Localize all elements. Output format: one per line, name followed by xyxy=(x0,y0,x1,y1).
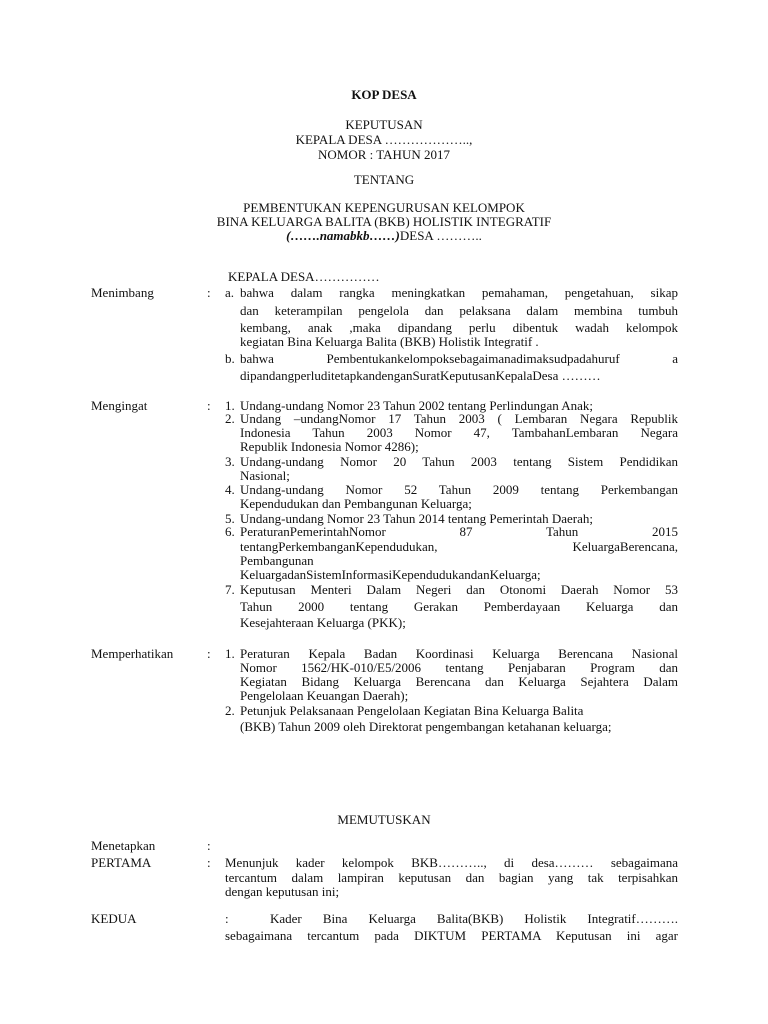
pertama-line: dengan keputusan ini; xyxy=(225,884,340,899)
mengingat-item-line: Undang-undang Nomor 20 Tahun 2003 tentang Sistem Pendidikan xyxy=(240,454,678,469)
mengingat-item-number: 3. xyxy=(225,454,235,469)
menimbang-a-line: kembang, anak ,maka dipandang perlu dibentuk wadah kelompok xyxy=(240,320,678,335)
tentang-heading: TENTANG xyxy=(353,172,415,187)
memperhatikan-item-line: (BKB) Tahun 2009 oleh Direktorat pengembangan ketahanan keluarga; xyxy=(240,719,612,734)
mengingat-item-line: Kesejahteraan Keluarga (PKK); xyxy=(240,615,406,630)
mengingat-item-line: Undang –undangNomor 17 Tahun 2003 ( Lembaran Negara Republik xyxy=(240,411,678,426)
mengingat-item-number: 7. xyxy=(225,582,235,597)
title-line-3 xyxy=(0,228,768,243)
menimbang-b-marker: b. xyxy=(225,351,235,366)
menimbang-label: Menimbang xyxy=(91,285,154,300)
mengingat-item-line: Undang-undang Nomor 23 Tahun 2002 tentang Perlindungan Anak; xyxy=(240,398,594,413)
menimbang-colon: : xyxy=(207,285,211,300)
mengingat-colon: : xyxy=(207,398,211,413)
memperhatikan-item-number: 1. xyxy=(225,646,235,661)
menimbang-a-line: bahwa dalam rangka meningkatkan pemahaman, pengetahuan, sikap xyxy=(240,285,678,300)
mengingat-item-line: Indonesia Tahun 2003 Nomor 47, TambahanLembaran Negara xyxy=(240,425,678,440)
mengingat-item-line: Republik Indonesia Nomor 4286); xyxy=(240,439,419,454)
nomor-line: NOMOR : TAHUN 2017 xyxy=(318,147,450,162)
kedua-label: KEDUA xyxy=(91,911,137,926)
title-line-1: PEMBENTUKAN KEPENGURUSAN KELOMPOK xyxy=(243,200,525,215)
memperhatikan-label: Memperhatikan xyxy=(91,646,174,661)
kedua-line: Kader Bina Keluarga Balita(BKB) Holistik Integratif………. xyxy=(270,911,678,926)
mengingat-item-line: Kependudukan dan Pembangunan Keluarga; xyxy=(240,496,472,511)
memperhatikan-item-number: 2. xyxy=(225,703,235,718)
mengingat-item-line: tentangPerkembanganKependudukan, KeluargaBerencana, xyxy=(240,539,678,554)
memperhatikan-item-line: Petunjuk Pelaksanaan Pengelolaan Kegiatan Bina Keluarga Balita xyxy=(240,703,584,718)
pertama-line: tercantum dalam lampiran keputusan dan bagian yang tak terpisahkan xyxy=(225,870,678,885)
menimbang-b-line: dipandangperluditetapkandenganSuratKeputusanKepalaDesa ……… xyxy=(240,368,601,383)
memutuskan-heading: MEMUTUSKAN xyxy=(337,812,431,827)
kepala-desa-heading: KEPALA DESA ……………….., xyxy=(295,132,473,147)
mengingat-item-line: PeraturanPemerintahNomor 87 Tahun 2015 xyxy=(240,524,678,539)
kepala-desa-line: KEPALA DESA…………… xyxy=(228,269,380,284)
mengingat-item-number: 2. xyxy=(225,411,235,426)
desa-placeholder: DESA ……….. xyxy=(399,228,482,243)
menimbang-a-line: kegiatan Bina Keluarga Balita (BKB) Holistik Integratif . xyxy=(240,334,539,349)
keputusan-title: KEPUTUSAN xyxy=(345,117,423,132)
mengingat-label: Mengingat xyxy=(91,398,148,413)
menimbang-b-line: bahwa Pembentukankelompoksebagaimanadimaksudpadahuruf a xyxy=(240,351,678,366)
mengingat-item-line: Nasional; xyxy=(240,468,290,483)
kedua-colon: : xyxy=(225,911,229,926)
memperhatikan-item-line: Peraturan Kepala Badan Koordinasi Keluarga Berencana Nasional xyxy=(240,646,678,661)
mengingat-item-line: Pembangunan xyxy=(240,553,314,568)
mengingat-item-number: 6. xyxy=(225,524,235,539)
namabkb-placeholder: (…….namabkb……) xyxy=(286,228,400,243)
mengingat-item-number: 5. xyxy=(225,511,235,526)
title-line-2: BINA KELUARGA BALITA (BKB) HOLISTIK INTEGRATIF xyxy=(216,214,552,229)
mengingat-item-line: Undang-undang Nomor 52 Tahun 2009 tentang Perkembangan xyxy=(240,482,678,497)
mengingat-item-number: 1. xyxy=(225,398,235,413)
kop-desa: KOP DESA xyxy=(351,87,417,102)
memperhatikan-item-line: Kegiatan Bidang Keluarga Berencana dan Keluarga Sejahtera Dalam xyxy=(240,674,678,689)
pertama-colon: : xyxy=(207,855,211,870)
mengingat-item-line: KeluargadanSistemInformasiKependudukandanKeluarga; xyxy=(240,567,541,582)
menimbang-a-line: dan keterampilan pengelola dan pelaksana dalam membina tumbuh xyxy=(240,303,678,318)
menetapkan-colon: : xyxy=(207,838,211,853)
mengingat-item-line: Tahun 2000 tentang Gerakan Pemberdayaan Keluarga dan xyxy=(240,599,678,614)
menimbang-a-marker: a. xyxy=(225,285,235,300)
mengingat-item-line: Keputusan Menteri Dalam Negeri dan Otonomi Daerah Nomor 53 xyxy=(240,582,678,597)
memperhatikan-colon: : xyxy=(207,646,211,661)
mengingat-item-number: 4. xyxy=(225,482,235,497)
memperhatikan-item-line: Nomor 1562/HK-010/E5/2006 tentang Penjabaran Program dan xyxy=(240,660,678,675)
pertama-label: PERTAMA xyxy=(91,855,152,870)
pertama-line: Menunjuk kader kelompok BKB……….., di desa……… sebagaimana xyxy=(225,855,678,870)
memperhatikan-item-line: Pengelolaan Keuangan Daerah); xyxy=(240,688,409,703)
menetapkan-label: Menetapkan xyxy=(91,838,156,853)
kedua-line: sebagaimana tercantum pada DIKTUM PERTAMA Keputusan ini agar xyxy=(225,928,678,943)
mengingat-item-line: Undang-undang Nomor 23 Tahun 2014 tentang Pemerintah Daerah; xyxy=(240,511,594,526)
